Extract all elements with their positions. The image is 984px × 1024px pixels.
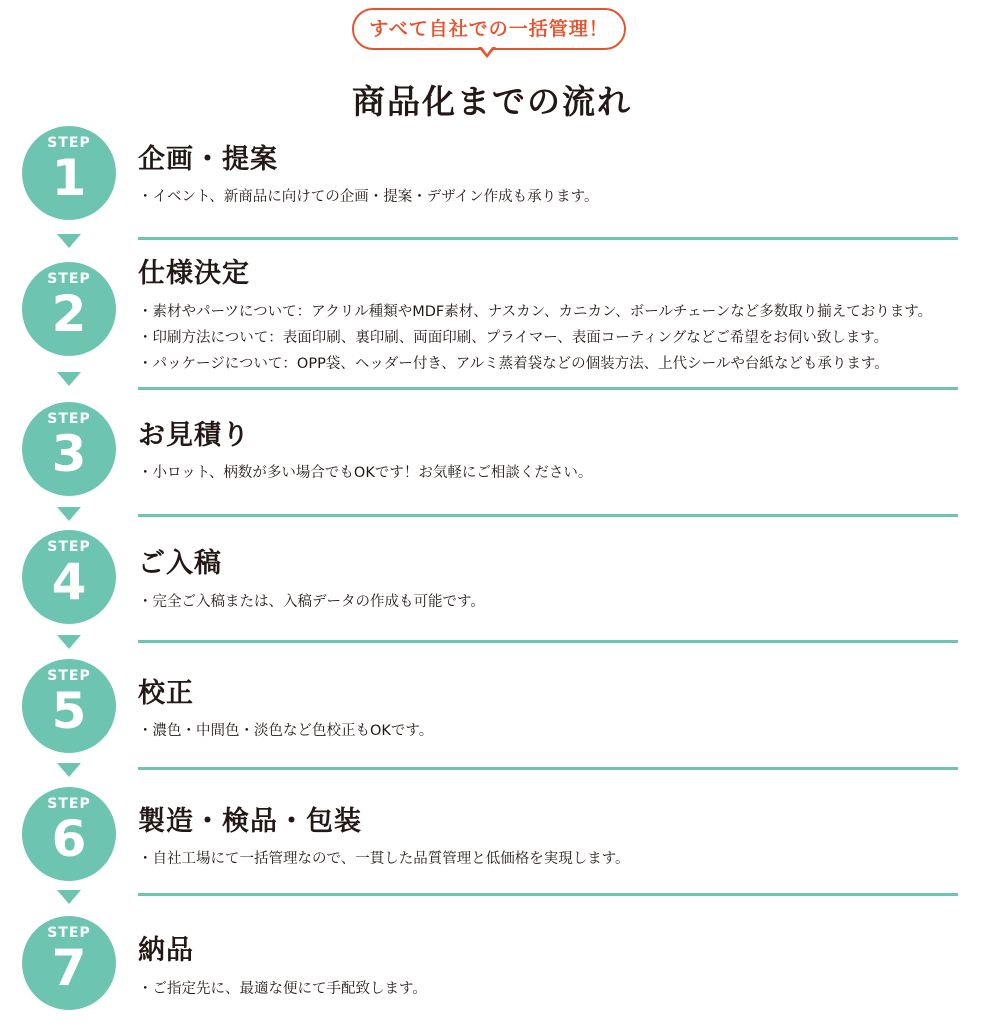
step-7-circle [22, 916, 116, 1010]
description-item: ・ 自社工場にて一括管理なので、一貫した品質管理と低価格を実現します。 [138, 846, 630, 872]
step-2-circle [22, 262, 116, 356]
step-6-title: 製造・検品・包装 [138, 806, 362, 837]
step-3-description [138, 460, 592, 486]
step-arrow-down-icon [57, 372, 81, 386]
step-2-title: 仕様決定 [138, 258, 250, 289]
description-item: ・ 小ロット、柄数が多い場合でもOKです！お気軽にご相談ください。 [138, 460, 592, 486]
divider [138, 387, 958, 390]
page-title: 商品化までの流れ [352, 82, 632, 121]
step-label: STEP [47, 668, 91, 684]
description-item: ・ 濃色・中間色・淡色など色校正もOKです。 [138, 718, 433, 744]
divider [138, 237, 958, 240]
step-1-circle [22, 126, 116, 220]
step-3-title: お見積り [138, 420, 250, 451]
step-4-description [138, 589, 485, 615]
step-7-description [138, 976, 427, 1002]
step-label: STEP [47, 539, 91, 555]
tagline-badge: すべて自社での一括管理！ [352, 8, 626, 50]
step-arrow-down-icon [57, 234, 81, 248]
step-5-description [138, 718, 433, 744]
step-1-description [138, 184, 599, 210]
step-5-title: 校正 [138, 678, 194, 709]
step-arrow-down-icon [57, 763, 81, 777]
step-label: STEP [47, 411, 91, 427]
step-4-title: ご入稿 [138, 548, 222, 579]
divider [138, 893, 958, 896]
description-item: ・ イベント、新商品に向けての企画・提案・デザイン作成も承ります。 [138, 184, 599, 210]
step-5-circle [22, 659, 116, 753]
step-label: STEP [47, 135, 91, 151]
description-item: ・ パッケージについて：OPP袋、ヘッダー付き、アルミ蒸着袋などの個装方法、上代シールや台紙なども承ります。 [138, 351, 932, 377]
step-label: STEP [47, 925, 91, 941]
step-4-circle [22, 530, 116, 624]
step-arrow-down-icon [57, 507, 81, 521]
step-number: 6 [51, 810, 87, 868]
step-7-title: 納品 [138, 935, 194, 966]
step-3-circle [22, 402, 116, 496]
step-number: 1 [51, 149, 87, 207]
step-2-description [138, 299, 932, 377]
step-number: 2 [51, 285, 87, 343]
description-item: ・ 完全ご入稿または、入稿データの作成も可能です。 [138, 589, 485, 615]
step-number: 3 [51, 425, 87, 483]
divider [138, 767, 958, 770]
description-item: ・ 素材やパーツについて：アクリル種類やMDF素材、ナスカン、カニカン、ボールチェーンなど多数取り揃えております。 [138, 299, 932, 325]
badge-pointer-inner [481, 46, 493, 54]
divider [138, 514, 958, 517]
step-number: 7 [51, 939, 87, 997]
description-item: ・ ご指定先に、最適な便にて手配致します。 [138, 976, 427, 1002]
divider [138, 640, 958, 643]
step-6-description [138, 846, 630, 872]
step-number: 4 [51, 553, 87, 611]
step-number: 5 [51, 682, 87, 740]
step-label: STEP [47, 271, 91, 287]
step-1-title: 企画・提案 [138, 144, 278, 175]
step-arrow-down-icon [57, 635, 81, 649]
step-label: STEP [47, 796, 91, 812]
description-item: ・ 印刷方法について：表面印刷、裏印刷、両面印刷、プライマー、表面コーティングなどご希望をお伺い致します。 [138, 325, 932, 351]
step-6-circle [22, 787, 116, 881]
step-arrow-down-icon [57, 890, 81, 904]
